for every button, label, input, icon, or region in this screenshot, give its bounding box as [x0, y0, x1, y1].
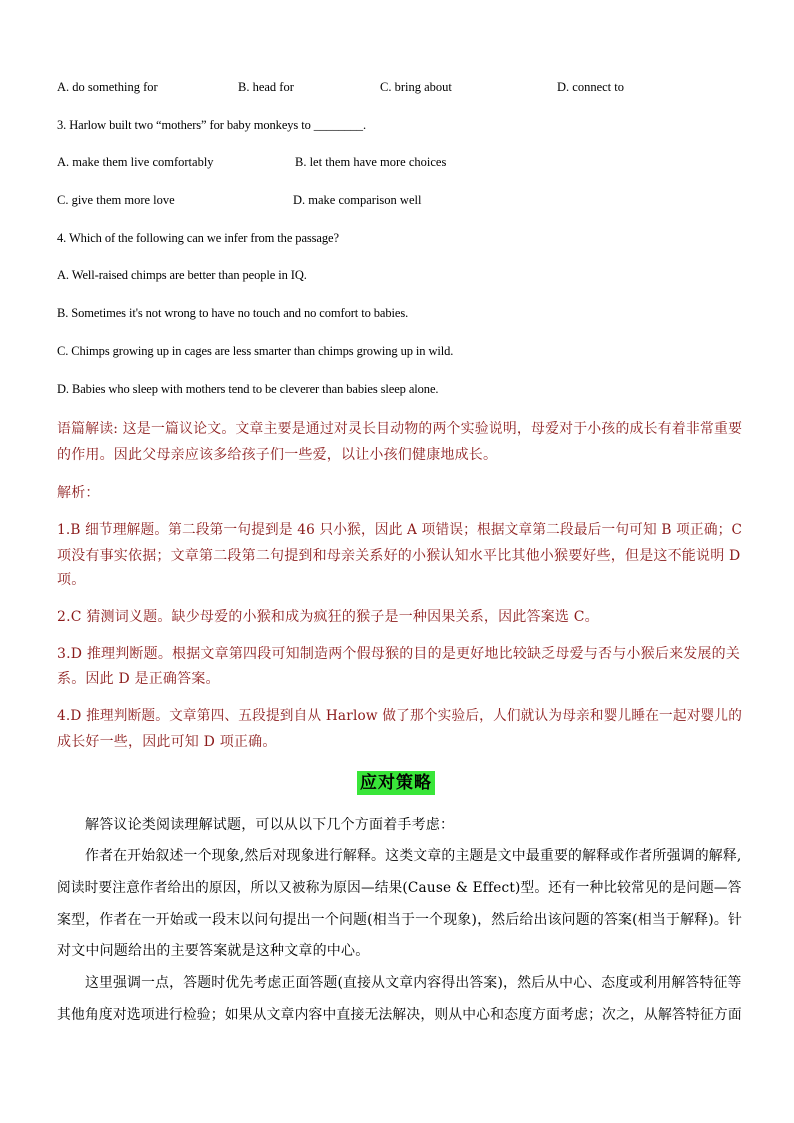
- strategy-paragraph-2-line-4: 对文中问题给出的主要答案就是这种文章的中心。: [57, 943, 370, 959]
- analysis-label: 解析：: [57, 485, 100, 501]
- q4-option-b: B. Sometimes it's not wrong to have no touch and no comfort to babies.: [57, 306, 409, 320]
- q4-option-d: D. Babies who sleep with mothers tend to be cleverer than babies sleep alone.: [57, 382, 439, 396]
- q3-option-d: D. make comparison well: [293, 193, 422, 207]
- q2-option-c: C. bring about: [380, 80, 452, 94]
- q4-option-a: A. Well-raised chimps are better than people in IQ.: [57, 268, 307, 282]
- answer-4-line-1: 4.D 推理判断题。文章第四、五段提到自从 Harlow 做了那个实验后，人们就认为母亲和婴儿睡在一起对婴儿的: [57, 708, 743, 724]
- answer-3-line-1: 3.D 推理判断题。根据文章第四段可知制造两个假母猴的目的是更好地比较缺乏母爱与否与小猴后来发展的关: [57, 646, 741, 662]
- q3-option-c: C. give them more love: [57, 193, 175, 207]
- strategy-paragraph-1: 解答议论类阅读理解试题，可以从以下几个方面着手考虑：: [85, 817, 455, 833]
- strategy-paragraph-3-line-2: 其他角度对选项进行检验；如果从文章内容中直接无法解决，则从中心和态度方面考虑；次之，从解答特征方面: [57, 1007, 742, 1023]
- answer-1-line-2: 项没有事实依据；文章第二段第二句提到和母亲关系好的小猴认知水平比其他小猴要好些，但是这不能说明 D: [57, 548, 741, 564]
- answer-1-line-1: 1.B 细节理解题。第二段第一句提到是 46 只小猴，因此 A 项错误；根据文章第二段最后一句可知 B 项正确；C: [57, 522, 743, 538]
- answer-1-line-3: 项。: [57, 572, 86, 588]
- q2-option-b: B. head for: [238, 80, 294, 94]
- strategy-paragraph-2-line-2: 阅读时要注意作者给出的原因，所以又被称为原因—结果(Cause & Effect)型。还有一种比较常见的是问题—答: [57, 880, 742, 896]
- passage-summary-line-1: 语篇解读: 这是一篇议论文。文章主要是通过对灵长目动物的两个实验说明，母爱对于小孩的成长有着非常重要: [57, 421, 743, 437]
- strategy-paragraph-2-line-3: 案型，作者在一开始或一段末以问句提出一个问题(相当于一个现象)，然后给出该问题的答案(相当于解释)。针: [57, 912, 743, 928]
- q4-stem: 4. Which of the following can we infer from the passage?: [57, 231, 339, 245]
- q2-option-a: A. do something for: [57, 80, 158, 94]
- answer-2: 2.C 猜测词义题。缺少母爱的小猴和成为疯狂的猴子是一种因果关系，因此答案选 C。: [57, 609, 599, 625]
- q2-option-d: D. connect to: [557, 80, 624, 94]
- q4-option-c: C. Chimps growing up in cages are less smarter than chimps growing up in wild.: [57, 344, 454, 358]
- answer-3-line-2: 系。因此 D 是正确答案。: [57, 671, 220, 687]
- strategy-heading: 应对策略: [357, 771, 435, 795]
- passage-summary-line-2: 的作用。因此父母亲应该多给孩子们一些爱，以让小孩们健康地成长。: [57, 447, 498, 463]
- q3-stem: 3. Harlow built two “mothers” for baby monkeys to ________.: [57, 118, 366, 132]
- strategy-paragraph-3-line-1: 这里强调一点，答题时优先考虑正面答题(直接从文章内容得出答案)，然后从中心、态度或利用解答特征等: [85, 975, 742, 991]
- strategy-paragraph-2-line-1: 作者在开始叙述一个现象,然后对现象进行解释。这类文章的主题是文中最重要的解释或作者所强调的解释,: [85, 848, 742, 864]
- q3-option-b: B. let them have more choices: [295, 155, 447, 169]
- answer-4-line-2: 成长好一些，因此可知 D 项正确。: [57, 734, 277, 750]
- q3-option-a: A. make them live comfortably: [57, 155, 214, 169]
